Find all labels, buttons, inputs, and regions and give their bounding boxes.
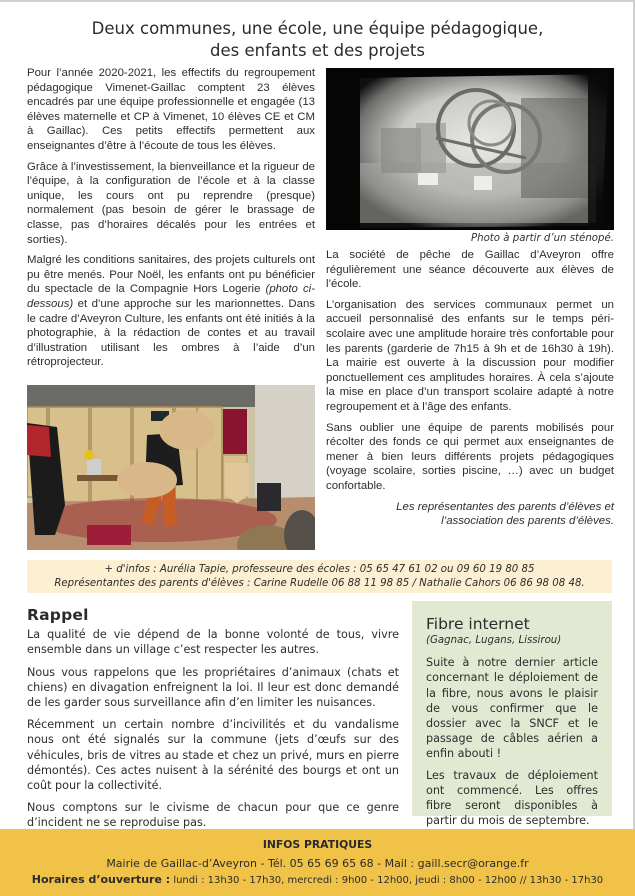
footer-contact: Mairie de Gaillac-d’Aveyron - Tél. 05 65 69 65 68 - Mail : gaill.secr@orange.fr bbox=[106, 857, 529, 870]
paragraph: Récemment un certain nombre d’incivilités et du vandalisme nous ont été signalés sur la commune (jets d’œufs sur des véhicules, bris de vitres au stade et chez un privé, murs en pierre démontés). Ces actes nuisent à la sérénité des bourgs et ont un coût pour la collectivité. bbox=[27, 718, 399, 793]
paragraph: Les travaux de déploiement ont commencé. Les offres fibre seront disponibles à partir du mois de septembre. bbox=[426, 768, 598, 828]
paragraph-text: Malgré les conditions sanitaires, des projets culturels ont pu être menés. Pour Noël, les enfants ont pu bénéficier du spectacle de la Compagnie Hors Logerie bbox=[27, 254, 315, 296]
paragraph: Pour l’année 2020-2021, les effectifs du regroupement pédagogique Vimenet-Gaillac comptent 23 élèves encadrés par une équipe professionnelle et engagée (13 élèves maternelle et CP à Vimenet, 10 élèves CE et CM à Gaillac). Ces petits effectifs permettent aux enseignantes d’être à l’écoute de tous les élèves. bbox=[27, 67, 315, 152]
paragraph: Nous comptons sur le civisme de chacun pour que ce genre d’incident ne se reproduise pas. bbox=[27, 801, 399, 830]
photo-caption: Photo à partir d’un sténopé. bbox=[470, 233, 614, 244]
paragraph-text: et d’une approche sur les marionnettes. Dans le cadre d’Aveyron Culture, les enfants ont été initiés à la photographie, à la rédaction de contes et au travail d’illustration utilisant les ombres à l’aide d’un rétroprojecteur. bbox=[27, 297, 315, 369]
contact-teacher: + d'infos : Aurélia Tapie, professeure des écoles : 05 65 47 61 02 ou 09 60 19 80 85 bbox=[104, 564, 535, 575]
fibre-subheading: (Gagnac, Lugans, Lissirou) bbox=[426, 635, 562, 646]
pinhole-photo bbox=[326, 68, 614, 230]
paragraph: Sans oublier une équipe de parents mobilisés pour récolter des fonds ce qui permet aux enseignantes de mener à bien leurs différents projets pédagogiques (voyage scolaire, sorties piscine, …) avec un budget confortable. bbox=[326, 421, 614, 492]
paragraph: Suite à notre dernier article concernant le déploiement de la fibre, nous avons le plaisir de vous confirmer que le dossier avec la SNCF et le passage de câbles aérien a enfin abouti ! bbox=[426, 656, 598, 761]
right-column bbox=[326, 248, 614, 529]
left-column bbox=[27, 66, 315, 376]
puppet-show-photo bbox=[27, 385, 315, 550]
article-title-line-1: Deux communes, une école, une équipe pédagogique, bbox=[91, 19, 544, 38]
footer-title: INFOS PRATIQUES bbox=[262, 838, 373, 851]
footer-hours-label: Horaires d’ouverture : bbox=[31, 873, 171, 886]
pinhole-photo-image bbox=[326, 68, 614, 230]
fibre-heading: Fibre internet bbox=[426, 615, 530, 633]
paragraph-cultural-projects bbox=[27, 253, 315, 370]
paragraph: La société de pêche de Gaillac d’Aveyron offre régulièrement une séance découverte aux élèves de l’école. bbox=[326, 249, 614, 291]
photo-reference: (photo ci-dessous) bbox=[27, 283, 315, 310]
article-title bbox=[0, 18, 635, 62]
footer-infos-pratiques bbox=[0, 829, 635, 896]
signature-line-1: Les représentantes des parents d’élèves et bbox=[396, 500, 614, 513]
article-title-line-2: des enfants et des projets bbox=[210, 41, 425, 60]
paragraph: Nous vous rappelons que les propriétaires d’animaux (chats et chiens) en divagation enfreignent la loi. Il leur est donc demandé de les garder sous surveillance afin d’en limiter les nuisances. bbox=[27, 665, 399, 710]
fibre-box bbox=[412, 601, 612, 828]
rappel-heading: Rappel bbox=[27, 606, 89, 624]
contact-infobox bbox=[27, 560, 612, 593]
contact-parents: Représentantes des parents d'élèves : Carine Rudelle 06 88 11 98 85 / Nathalie Cahors 06 86 98 08 48. bbox=[54, 577, 585, 589]
paragraph: La qualité de vie dépend de la bonne volonté de tous, vivre ensemble dans un village c’est respecter les autres. bbox=[27, 628, 399, 657]
signature-line-2: l’association des parents d’élèves. bbox=[441, 515, 614, 528]
rappel-section bbox=[27, 608, 399, 838]
paragraph: Grâce à l’investissement, la bienveillance et la rigueur de l’équipe, à la configuration de l’école et à la classe unique, les cours ont pu reprendre (presque) normalement (pas besoin de gérer le brassage de classe, pas d’horaires décalés pour les entrées et sorties). bbox=[27, 160, 315, 246]
signature bbox=[326, 500, 614, 529]
paragraph: L’organisation des services communaux permet un accueil personnalisé des enfants sur le temps péri-scolaire avec une amplitude horaire très confortable pour les parents (garderie de 7h15 à 9h et de 16h30 à 19h). La mairie est ouverte à la discussion pour modifier ponctuellement ces amplitudes horaires. À cela s’ajoute la mise en place d’un transport scolaire adapté à notre regroupement et à l’âge des enfants. bbox=[326, 298, 614, 413]
footer-hours-text: lundi : 13h30 - 17h30, mercredi : 9h00 - 12h00, jeudi : 8h00 - 12h00 // 13h30 - 17h30 bbox=[170, 875, 604, 886]
footer-hours bbox=[0, 873, 635, 886]
puppet-show-photo-image bbox=[27, 385, 315, 550]
